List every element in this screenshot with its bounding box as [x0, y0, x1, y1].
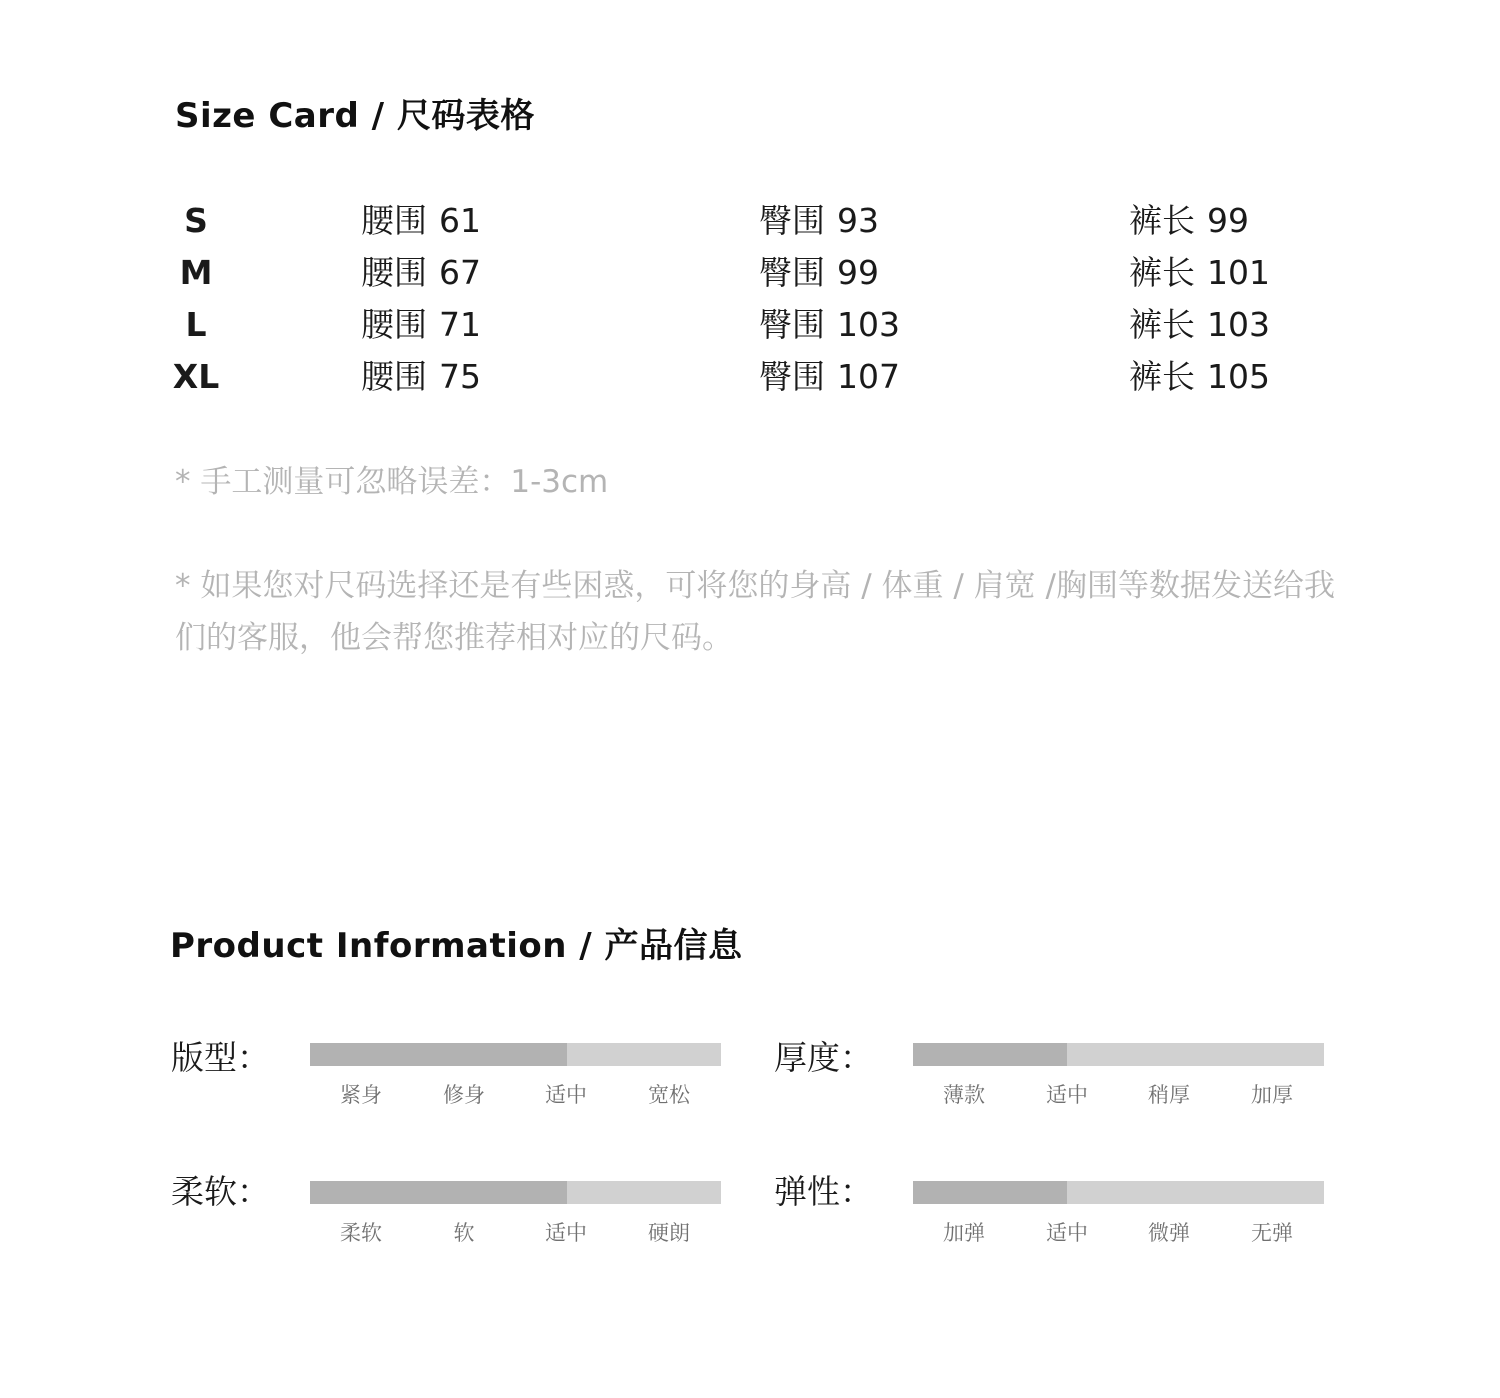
- length-cell: [1129, 299, 1270, 351]
- softness-bar: [310, 1181, 721, 1204]
- hip-label: 臀围: [759, 305, 825, 344]
- product-info-title: Product Information / 产品信息: [170, 926, 743, 966]
- length-cell: [1129, 351, 1270, 403]
- hip-cell: [759, 299, 900, 351]
- elasticity-option: 微弹: [1148, 1221, 1190, 1245]
- waist-value: 75: [439, 357, 481, 396]
- hip-label: 臀围: [759, 253, 825, 292]
- waist-cell: [361, 195, 481, 247]
- elasticity-bar-fill: [913, 1181, 1067, 1204]
- elasticity-option: 无弹: [1251, 1221, 1293, 1245]
- fit-options: [310, 1080, 721, 1110]
- softness-option: 柔软: [340, 1221, 382, 1245]
- waist-label: 腰围: [361, 201, 427, 240]
- size-row: [0, 299, 1500, 351]
- size-row: [0, 247, 1500, 299]
- hip-label: 臀围: [759, 201, 825, 240]
- size-card-title: Size Card / 尺码表格: [175, 96, 535, 136]
- hip-value: 103: [837, 305, 900, 344]
- thickness-option: 薄款: [943, 1083, 985, 1107]
- size-label: S: [184, 201, 208, 240]
- waist-label: 腰围: [361, 253, 427, 292]
- length-label: 裤长: [1129, 305, 1195, 344]
- softness-label: 柔软：: [171, 1172, 270, 1211]
- length-value: 103: [1207, 305, 1270, 344]
- length-label: 裤长: [1129, 253, 1195, 292]
- softness-option: 硬朗: [648, 1221, 690, 1245]
- size-label: XL: [172, 357, 220, 396]
- elasticity-bar: [913, 1181, 1324, 1204]
- hip-value: 107: [837, 357, 900, 396]
- thickness-option: 适中: [1046, 1083, 1088, 1107]
- fit-label: 版型：: [171, 1038, 270, 1077]
- softness-option: 软: [453, 1221, 475, 1245]
- measurement-note: * 手工测量可忽略误差：1-3cm: [175, 464, 609, 500]
- thickness-option: 加厚: [1251, 1083, 1293, 1107]
- fit-option: 修身: [443, 1083, 485, 1107]
- fit-bar-fill: [310, 1043, 567, 1066]
- length-label: 裤长: [1129, 201, 1195, 240]
- waist-value: 71: [439, 305, 481, 344]
- fit-option: 适中: [545, 1083, 587, 1107]
- thickness-label: 厚度：: [774, 1038, 873, 1077]
- elasticity-option: 加弹: [943, 1221, 985, 1245]
- size-label: L: [185, 305, 207, 344]
- waist-cell: [361, 299, 481, 351]
- thickness-option: 稍厚: [1148, 1083, 1190, 1107]
- fit-bar: [310, 1043, 721, 1066]
- elasticity-label: 弹性：: [774, 1172, 873, 1211]
- hip-cell: [759, 247, 879, 299]
- waist-value: 67: [439, 253, 481, 292]
- fit-option: 紧身: [340, 1083, 382, 1107]
- size-advice-note: * 如果您对尺码选择还是有些困惑，可将您的身高 / 体重 / 肩宽 /胸围等数据发送给我们的客服，他会帮您推荐相对应的尺码。: [175, 568, 1335, 656]
- softness-option: 适中: [545, 1221, 587, 1245]
- length-value: 101: [1207, 253, 1270, 292]
- hip-cell: [759, 351, 900, 403]
- waist-cell: [361, 247, 481, 299]
- hip-value: 93: [837, 201, 879, 240]
- size-row: [0, 351, 1500, 403]
- waist-value: 61: [439, 201, 481, 240]
- waist-label: 腰围: [361, 305, 427, 344]
- thickness-bar-fill: [913, 1043, 1067, 1066]
- hip-cell: [759, 195, 879, 247]
- hip-value: 99: [837, 253, 879, 292]
- elasticity-options: [913, 1218, 1324, 1248]
- hip-label: 臀围: [759, 357, 825, 396]
- length-value: 99: [1207, 201, 1249, 240]
- length-label: 裤长: [1129, 357, 1195, 396]
- waist-cell: [361, 351, 481, 403]
- size-label: M: [179, 253, 213, 292]
- fit-option: 宽松: [648, 1083, 690, 1107]
- thickness-bar: [913, 1043, 1324, 1066]
- softness-bar-fill: [310, 1181, 567, 1204]
- thickness-options: [913, 1080, 1324, 1110]
- waist-label: 腰围: [361, 357, 427, 396]
- length-cell: [1129, 195, 1249, 247]
- length-value: 105: [1207, 357, 1270, 396]
- size-row: [0, 195, 1500, 247]
- length-cell: [1129, 247, 1270, 299]
- elasticity-option: 适中: [1046, 1221, 1088, 1245]
- softness-options: [310, 1218, 721, 1248]
